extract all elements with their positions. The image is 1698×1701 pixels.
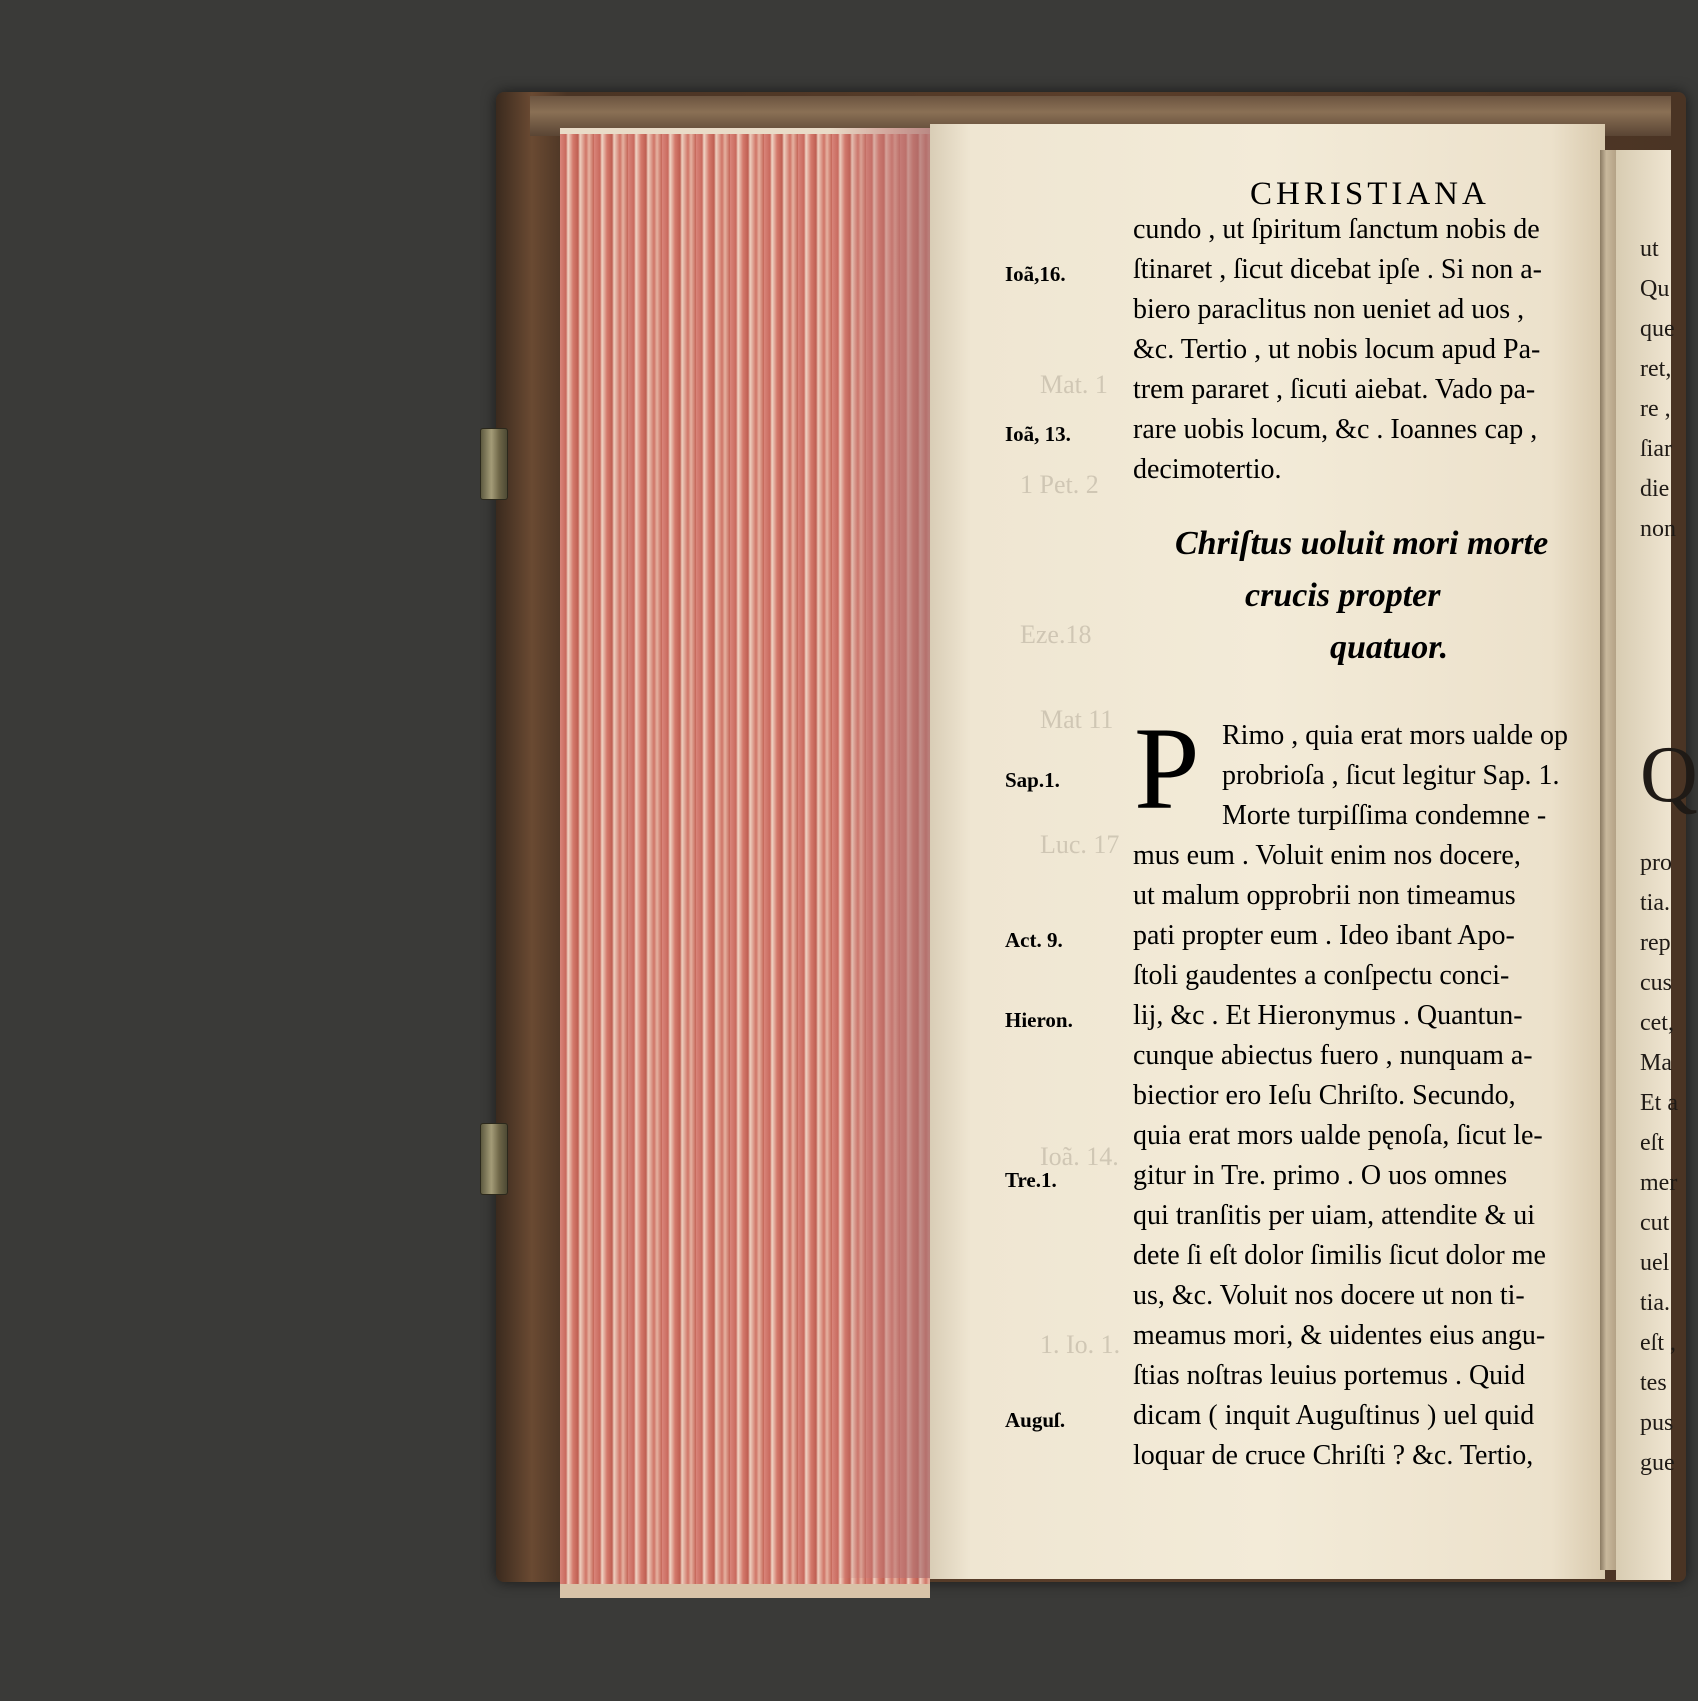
text-line: ſtias noſtras leuius portemus . Quid xyxy=(1133,1360,1525,1391)
bleed-through-note: 1. Io. 1. xyxy=(1040,1330,1121,1359)
facing-page-text: rep xyxy=(1640,930,1671,956)
facing-page-text: Qu xyxy=(1640,276,1670,302)
text-line: cundo , ut ſpiritum ſanctum nobis de xyxy=(1133,214,1540,245)
facing-page-text: re , xyxy=(1640,396,1671,422)
page-edge-shadow xyxy=(830,128,930,1578)
bleed-through-note: Eze.18 xyxy=(1020,620,1092,649)
text-line: pati propter eum . Ideo ibant Apo- xyxy=(1133,920,1515,951)
text-line: ſtinaret , ſicut dicebat ipſe . Si non a- xyxy=(1133,254,1542,285)
facing-page-text: Ma xyxy=(1640,1050,1672,1076)
text-line: cunque abiectus fuero , nunquam a- xyxy=(1133,1040,1533,1071)
bleed-through-note: Ioã. 14. xyxy=(1040,1142,1119,1171)
facing-page-text: eſt , xyxy=(1640,1330,1676,1356)
running-head: CHRISTIANA xyxy=(1250,176,1490,212)
facing-page-dropcap: Q xyxy=(1640,731,1698,819)
text-line: dicam ( inquit Auguſtinus ) uel quid xyxy=(1133,1400,1535,1431)
facing-page-text: ut xyxy=(1640,236,1659,262)
text-line: quia erat mors ualde pęnoſa, ſicut le- xyxy=(1133,1120,1543,1151)
bleed-through-note: 1 Pet. 2 xyxy=(1020,470,1099,499)
margin-note: Ioã,16. xyxy=(1005,262,1066,286)
text-line: dete ſi eſt dolor ſimilis ſicut dolor me xyxy=(1133,1240,1546,1271)
text-line: trem pararet , ſicuti aiebat. Vado pa- xyxy=(1133,374,1536,405)
facing-page-text: que xyxy=(1640,316,1675,342)
text-line: biectior ero Ieſu Chriſto. Secundo, xyxy=(1133,1080,1516,1111)
text-line: rare uobis locum, &c . Ioannes cap , xyxy=(1133,414,1538,445)
facing-page-text: tia. xyxy=(1640,1290,1670,1316)
margin-note: Act. 9. xyxy=(1005,928,1063,952)
text-line: mus eum . Voluit enim nos docere, xyxy=(1133,840,1521,871)
section-heading: quatuor. xyxy=(1330,629,1449,666)
text-line: Morte turpiſſima condemne - xyxy=(1222,800,1547,831)
bleed-through-note: Mat 11 xyxy=(1040,705,1114,734)
text-line: ſtoli gaudentes a conſpectu conci- xyxy=(1133,960,1510,991)
text-line: gitur in Tre. primo . O uos omnes xyxy=(1133,1160,1508,1191)
section-heading: crucis propter xyxy=(1245,577,1441,614)
margin-note: Tre.1. xyxy=(1005,1168,1057,1192)
facing-page-text: ſiar xyxy=(1640,436,1672,462)
text-line: loquar de cruce Chriſti ? &c. Tertio, xyxy=(1133,1440,1534,1471)
bleed-through-note: Mat. 1 xyxy=(1040,370,1108,399)
upper-clasp xyxy=(480,428,508,500)
text-line: lij, &c . Et Hieronymus . Quantun- xyxy=(1133,1000,1523,1031)
text-line: decimotertio. xyxy=(1133,454,1282,485)
margin-note: Ioã, 13. xyxy=(1005,422,1071,446)
facing-page-text: pus xyxy=(1640,1410,1674,1436)
facing-page-text: mer xyxy=(1640,1170,1678,1196)
section-heading: Chriſtus uoluit mori morte xyxy=(1175,525,1549,562)
bleed-through-note: Luc. 17 xyxy=(1040,830,1120,859)
facing-page-text: tes xyxy=(1640,1370,1667,1396)
text-line: us, &c. Voluit nos docere ut non ti- xyxy=(1133,1280,1525,1311)
drop-cap: P xyxy=(1134,703,1200,834)
book-gutter xyxy=(1600,150,1616,1570)
facing-page-text: cet, xyxy=(1640,1010,1674,1036)
margin-note: Hieron. xyxy=(1005,1008,1073,1032)
lower-clasp xyxy=(480,1123,508,1195)
facing-page-text: tia. xyxy=(1640,890,1670,916)
text-line: meamus mori, & uidentes eius angu- xyxy=(1133,1320,1546,1351)
facing-page-text: eſt xyxy=(1640,1130,1664,1156)
margin-note: Sap.1. xyxy=(1005,768,1060,792)
facing-page-text: gue xyxy=(1640,1450,1675,1476)
facing-page-text: non xyxy=(1640,516,1676,542)
facing-page-text: ret, xyxy=(1640,356,1672,382)
facing-page-text: pro xyxy=(1640,850,1672,876)
text-line: Rimo , quia erat mors ualde op xyxy=(1222,720,1569,751)
facing-page-text: Et a xyxy=(1640,1090,1678,1116)
facing-page-text: die xyxy=(1640,476,1670,502)
text-line: probrioſa , ſicut legitur Sap. 1. xyxy=(1222,760,1560,791)
margin-note: Auguſ. xyxy=(1005,1408,1066,1432)
text-line: qui tranſitis per uiam, attendite & ui xyxy=(1133,1200,1536,1231)
facing-page-text: cus xyxy=(1640,970,1672,996)
facing-page-text: uel xyxy=(1640,1250,1670,1276)
text-line: biero paraclitus non ueniet ad uos , xyxy=(1133,294,1525,325)
facing-page-text: cut xyxy=(1640,1210,1670,1236)
text-line: &c. Tertio , ut nobis locum apud Pa- xyxy=(1133,334,1541,365)
text-line: ut malum opprobrii non timeamus xyxy=(1133,880,1516,911)
